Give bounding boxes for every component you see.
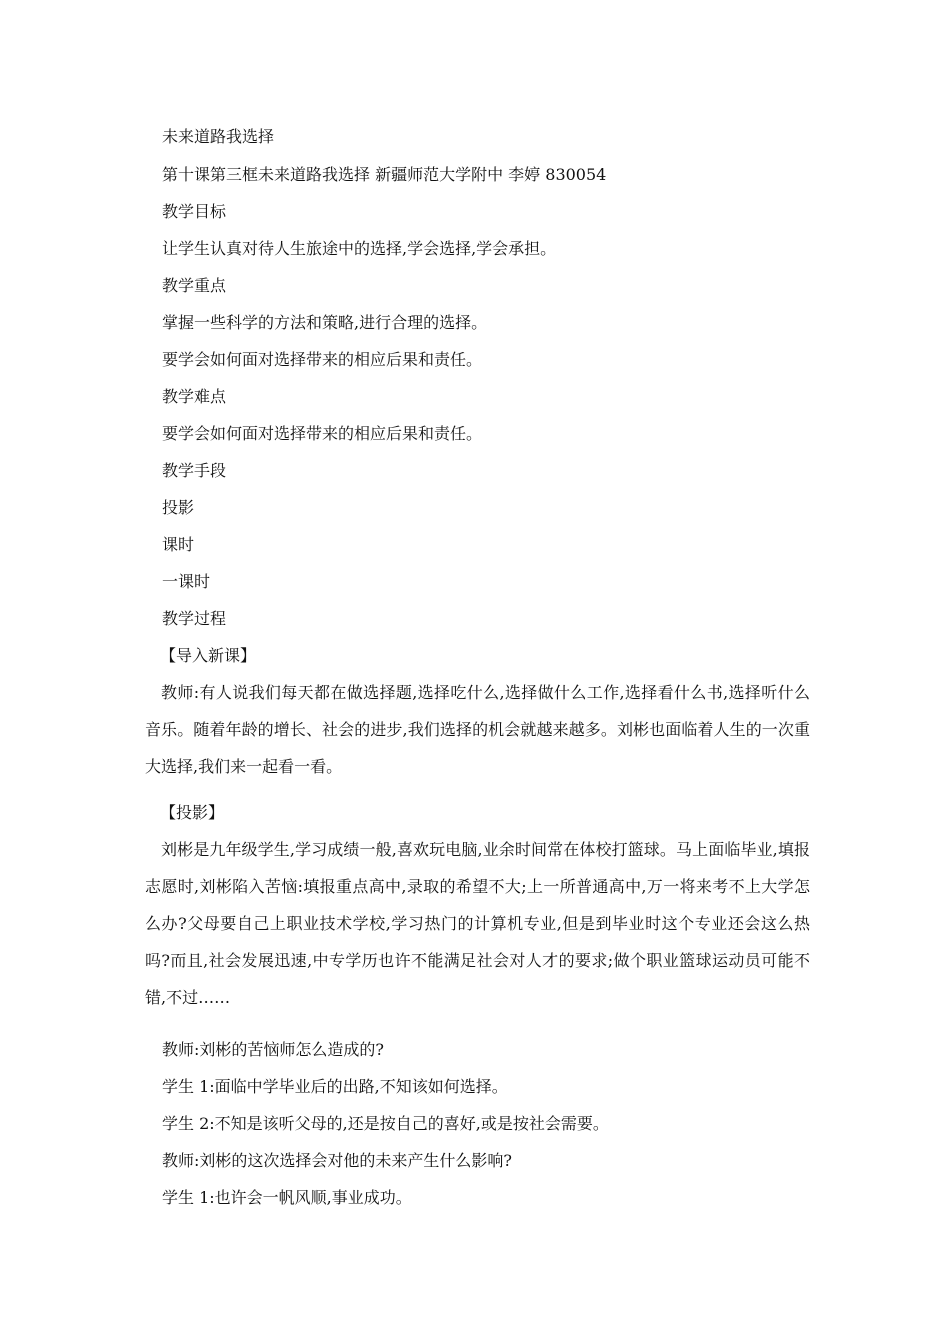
- projection-paragraph: 刘彬是九年级学生,学习成绩一般,喜欢玩电脑,业余时间常在体校打篮球。马上面临毕业,填报志愿时,刘彬陷入苦恼:填报重点高中,录取的希望不大;上一所普通高中,万一将来考不上大学怎么办?父母要自己上职业技术学校,学习热门的计算机专业,但是到毕业时这个专业还会这么热吗?而且,社会发展迅速,中专学历也许不能满足社会对人才的要求;做个职业篮球运动员可能不错,不过……: [145, 840, 810, 1007]
- intro-paragraph: 教师:有人说我们每天都在做选择题,选择吃什么,选择做什么工作,选择看什么书,选择听什么音乐。随着年龄的增长、社会的进步,我们选择的机会就越来越多。刘彬也面临着人生的一次重大选择,我们来一起看一看。: [145, 683, 810, 776]
- document-title: 未来道路我选择: [162, 127, 275, 146]
- dialogue-line: 学生 1:面临中学毕业后的出路,不知该如何选择。: [162, 1077, 508, 1096]
- dialogue-line: 学生 1:也许会一帆风顺,事业成功。: [162, 1188, 412, 1207]
- key-point-2: 要学会如何面对选择带来的相应后果和责任。: [162, 350, 483, 369]
- goal-text: 让学生认真对待人生旅途中的选择,学会选择,学会承担。: [162, 239, 557, 258]
- key-point-1: 掌握一些科学的方法和策略,进行合理的选择。: [162, 313, 488, 332]
- hours-heading: 课时: [162, 535, 195, 554]
- projection-heading: 【投影】: [160, 803, 225, 822]
- dialogue-line: 学生 2:不知是该听父母的,还是按自己的喜好,或是按社会需要。: [162, 1114, 609, 1133]
- hours-text: 一课时: [162, 572, 211, 591]
- dialogue-line: 教师:刘彬的这次选择会对他的未来产生什么影响?: [162, 1151, 512, 1170]
- goal-heading: 教学目标: [162, 202, 227, 221]
- means-heading: 教学手段: [162, 461, 227, 480]
- key-heading: 教学重点: [162, 276, 227, 295]
- intro-heading: 【导入新课】: [160, 646, 257, 665]
- process-heading: 教学过程: [162, 609, 227, 628]
- difficulty-text: 要学会如何面对选择带来的相应后果和责任。: [162, 424, 483, 443]
- difficulty-heading: 教学难点: [162, 387, 227, 406]
- document-subtitle: 第十课第三框未来道路我选择 新疆师范大学附中 李婷 830054: [162, 165, 607, 184]
- means-text: 投影: [162, 498, 195, 517]
- dialogue-line: 教师:刘彬的苦恼师怎么造成的?: [162, 1040, 384, 1059]
